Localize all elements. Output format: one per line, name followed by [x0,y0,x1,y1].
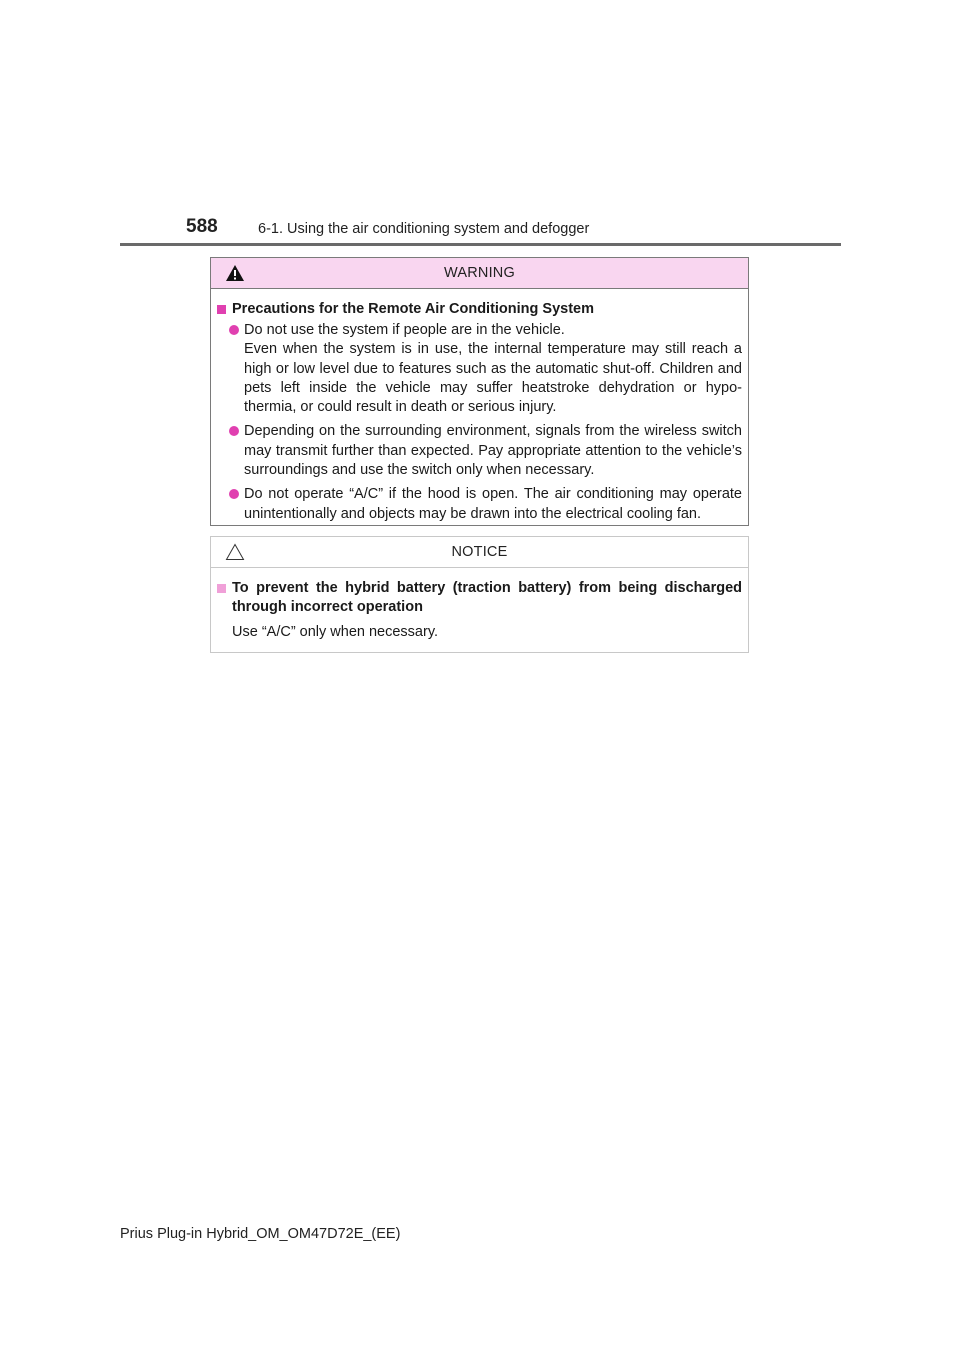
warning-topic [217,300,742,319]
bullet-dot-icon [229,426,239,436]
bullet-dot-icon [229,325,239,335]
warning-body [211,289,748,524]
notice-box [210,536,749,653]
warning-bullet-3-line-1: Do not operate “A/C” if the hood is open. The air conditioning may operate unintentionally and objects may be drawn into the electrical cooling fan. [244,486,742,522]
notice-topic-text: To prevent the hybrid battery (traction battery) from being discharged through incorrect operation [232,580,742,615]
caution-triangle-outline-icon [225,543,245,561]
page-number: 588 [186,216,218,237]
notice-text: Use “A/C” only when necessary. [232,624,439,640]
topic-square-icon [217,584,226,593]
footer-model: Prius Plug-in Hybrid_OM_OM47D72E_(EE) [120,1226,401,1242]
warning-bullet-2-line-1: Depending on the surrounding environment, signals from the wireless switch may transmit further than expected. Pay appropriate attention to the vehicle’s surroundings and use the switch only when necessary. [244,423,742,479]
warning-bullet-2 [217,422,742,480]
warning-triangle-icon [225,264,245,282]
warning-box [210,257,749,526]
warning-bullet-1-line-2: Even when the system is in use, the internal temperature may still reach a high or low level due to features such as the automatic shut-off. Children and pets left inside the vehicle may suffer heatstroke dehydration or hypo-thermia, or could result in death or serious injury. [244,341,742,416]
warning-label: WARNING [444,265,515,281]
warning-header [211,258,748,289]
notice-topic [217,579,742,617]
topic-square-icon [217,305,226,314]
warning-topic-text: Precautions for the Remote Air Conditioning System [232,301,595,317]
header-rule [120,243,841,246]
warning-bullet-3 [217,485,742,524]
warning-bullet-1-text [244,321,742,417]
warning-bullet-2-text [244,422,742,480]
section-title: 6-1. Using the air conditioning system and defogger [258,221,590,237]
warning-bullet-3-text [244,485,742,524]
bullet-dot-icon [229,489,239,499]
notice-label: NOTICE [451,544,508,560]
warning-bullet-1-line-1: Do not use the system if people are in the vehicle. [244,322,565,338]
notice-body [211,568,748,642]
notice-header [211,537,748,568]
warning-bullet-1 [217,321,742,417]
